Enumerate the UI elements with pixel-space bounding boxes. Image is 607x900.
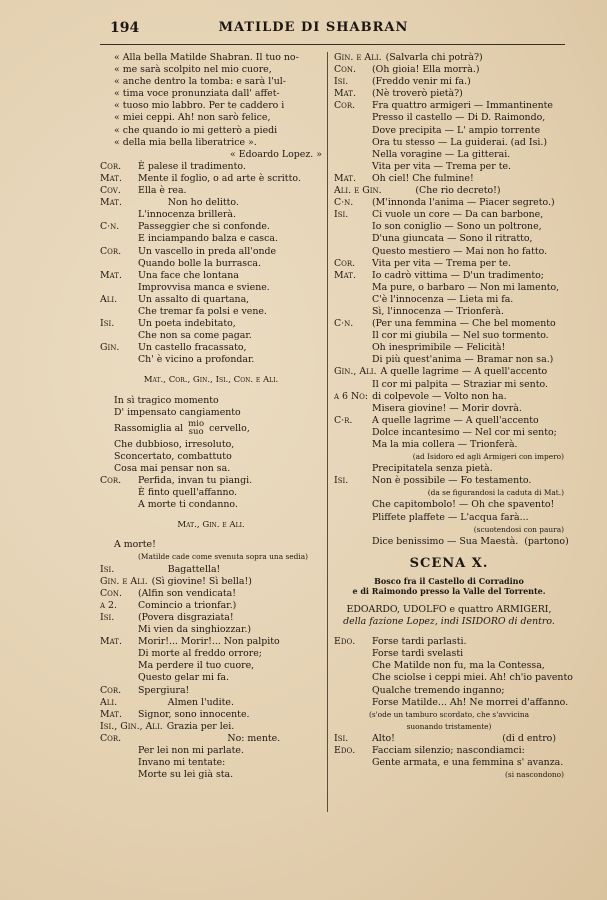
line-text: « anche dentro la tomba: e sarà l'ul- bbox=[114, 76, 286, 88]
text-line bbox=[100, 600, 322, 612]
line-text: « della mia bella liberatrice ». bbox=[114, 136, 257, 148]
line-text: « che quando io mi getterò a piedi bbox=[114, 124, 278, 136]
text-line bbox=[100, 246, 322, 258]
text-line bbox=[334, 535, 569, 548]
text-line bbox=[100, 100, 322, 112]
line-text: Non è possibile — Fo testamento. bbox=[372, 475, 532, 487]
line-text: Dove precipita — L' ampio torrente bbox=[372, 124, 541, 136]
speaker-label: Con. bbox=[334, 64, 357, 76]
text-line bbox=[334, 173, 564, 185]
line-text: Io cadrò vittima — D'un tradimento; bbox=[372, 269, 544, 281]
line-text: Ora tu stesso — La guiderai. (ad Isi.) bbox=[372, 136, 548, 148]
text-line bbox=[100, 112, 322, 124]
line-text: Comincio a trionfar.) bbox=[138, 599, 237, 611]
speaker-label: Gin., Ali. bbox=[334, 366, 377, 378]
line-text: Forse Matilde... Ah! Ne morrei d'affanno. bbox=[372, 696, 569, 708]
line-text: (s'ode un tamburo scordato, che s'avvicina bbox=[368, 709, 530, 719]
line-text: Qualche tremendo inganno; bbox=[372, 684, 505, 696]
line-text: Grazia per lei. bbox=[166, 720, 235, 732]
line-text: Di più quest'anima — Bramar non sa.) bbox=[372, 354, 554, 366]
text-line bbox=[100, 733, 322, 745]
text-line bbox=[100, 88, 322, 100]
line-text: Che tremar fa polsi e vene. bbox=[138, 305, 267, 317]
text-line bbox=[334, 733, 564, 745]
text-line bbox=[100, 149, 322, 161]
line-text: (da se figurandosi la caduta di Mat.) bbox=[427, 488, 564, 498]
text-line bbox=[100, 282, 322, 294]
text-line bbox=[100, 294, 322, 306]
line-text: È finto quell'affanno. bbox=[138, 487, 238, 499]
line-text: Morir!... Morir!... Non palpito bbox=[138, 636, 280, 648]
line-text: di colpevole — Volto non ha. bbox=[372, 390, 507, 402]
line-text: Mi vien da singhiozzar.) bbox=[138, 624, 252, 636]
line-text: (scuotendosi con paura) bbox=[473, 524, 564, 534]
text-line bbox=[100, 270, 322, 282]
line-text: « Alla bella Matilde Shabran. Il tuo no- bbox=[114, 52, 299, 63]
speaker-label: Mat. bbox=[100, 636, 122, 648]
speaker-label: Cov. bbox=[100, 185, 121, 197]
text-line bbox=[100, 52, 322, 64]
line-text: Spergiura! bbox=[138, 684, 190, 696]
left-lines-1 bbox=[100, 52, 322, 366]
text-line bbox=[334, 306, 564, 318]
line-text: Per lei non mi parlate. bbox=[138, 744, 244, 756]
text-line: Sconcertato, combattuto bbox=[114, 450, 232, 462]
line-text: Ma la mia collera — Trionferà. bbox=[372, 439, 518, 450]
line-text: Un vascello in preda all'onde bbox=[138, 245, 277, 257]
line-text: Un assalto di quartana, bbox=[138, 293, 250, 305]
text-line bbox=[334, 88, 564, 100]
text-line bbox=[334, 221, 564, 233]
line-text: Almen l'udite. bbox=[138, 696, 234, 708]
speaker-label: Isi. bbox=[334, 209, 349, 221]
line-text: Questo gelar mi fa. bbox=[138, 672, 229, 684]
line-text: « me sarà scolpito nel mio cuore, bbox=[114, 64, 272, 76]
speaker-label: Cor. bbox=[100, 684, 122, 696]
speaker-label: Mat. bbox=[100, 197, 122, 209]
line-text: No: mente. bbox=[138, 732, 281, 744]
line-text: Improvvisa manca e sviene. bbox=[138, 281, 270, 293]
text-line bbox=[100, 576, 322, 588]
line-text: (Oh gioia! Ella morrà.) bbox=[372, 64, 480, 76]
line-text: C'è l'innocenza — Lieta mi fa. bbox=[372, 293, 514, 305]
speaker-label: Cor. bbox=[100, 732, 122, 744]
line-text: Misera giovine! — Morir dovrà. bbox=[372, 402, 522, 414]
line-text: Vita per vita — Trema per te. bbox=[372, 257, 511, 269]
line-text: Che capitombolo! — Oh che spavento! bbox=[372, 499, 555, 511]
text-line bbox=[100, 185, 322, 197]
line-text: Facciam silenzio; nascondiamci: bbox=[372, 744, 525, 756]
text-line bbox=[100, 475, 322, 487]
line-text: Forse tardi svelasti bbox=[372, 648, 464, 660]
left-lines-2 bbox=[100, 475, 322, 511]
right-column bbox=[334, 52, 573, 781]
text-line bbox=[100, 487, 322, 499]
line-text: D'una giuncata — Sono il ritratto, bbox=[372, 233, 533, 245]
line-text: Una face che lontana bbox=[138, 269, 239, 281]
speaker-label: Isi. bbox=[100, 563, 115, 575]
text-line bbox=[334, 512, 564, 524]
line-text: (Per una femmina — Che bel momento bbox=[372, 318, 556, 330]
line-text: A quelle lagrime — A quell'accento bbox=[380, 366, 548, 378]
line-text: « tuoso mio labbro. Per te caddero i bbox=[114, 100, 285, 112]
ensemble-lines-1a bbox=[100, 395, 322, 419]
text-line bbox=[334, 757, 564, 769]
text-line bbox=[334, 709, 564, 721]
line-text: Fra quattro armigeri — Immantinente bbox=[372, 100, 553, 112]
text-line bbox=[334, 636, 564, 648]
rassomiglia-pre: Rassomiglia al bbox=[114, 422, 184, 434]
line-text: Sì, l'innocenza — Trionferà. bbox=[372, 305, 504, 317]
speaker-label: Isi. bbox=[334, 76, 349, 88]
text-line bbox=[334, 685, 564, 697]
text-line bbox=[334, 672, 573, 684]
line-text: Un castello fracassato, bbox=[138, 342, 247, 354]
line-text: A morte ti condanno. bbox=[138, 499, 238, 511]
speaker-label: Mat. bbox=[334, 269, 356, 281]
running-title: MATILDE DI SHABRAN bbox=[218, 20, 409, 35]
text-line bbox=[334, 439, 564, 451]
speaker-label: C·n. bbox=[334, 318, 354, 330]
line-text: Morte su lei già sta. bbox=[138, 769, 234, 781]
text-line bbox=[100, 612, 322, 624]
text-line bbox=[100, 306, 322, 318]
line-text: Oh inesprimibile — Felicità! bbox=[372, 342, 506, 354]
text-line bbox=[334, 318, 564, 330]
speaker-label: Mat. bbox=[334, 172, 356, 184]
ensemble-heading-1: Mat., Cor., Gin., Isi., Con. e Ali. bbox=[143, 375, 279, 386]
text-line bbox=[334, 330, 564, 342]
text-line bbox=[334, 427, 564, 439]
rassomiglia-line bbox=[100, 419, 322, 439]
line-text: A quelle lagrime — A quell'accento bbox=[372, 414, 539, 426]
text-line bbox=[100, 318, 322, 330]
ensemble-heading-2: Mat., Gin. e Ali. bbox=[177, 520, 245, 531]
text-line bbox=[334, 112, 564, 124]
line-text: « tima voce pronunziata dall' affet- bbox=[114, 88, 280, 100]
line-text: Gente armata, e una femmina s' avanza. bbox=[372, 757, 564, 769]
line-text: Il cor mi palpita — Straziar mi sento. bbox=[372, 378, 548, 390]
line-text: Dolce incantesimo — Nel cor mi sento; bbox=[372, 426, 557, 438]
text-line bbox=[334, 475, 564, 487]
line-text: Bagattella! bbox=[138, 563, 221, 575]
line-text: Vita per vita — Trema per te. bbox=[372, 160, 511, 172]
text-line bbox=[334, 342, 564, 354]
line-text: Che sciolse i ceppi miei. Ah! ch'io pavento bbox=[372, 672, 573, 684]
line-text: (Che rio decreto!) bbox=[385, 185, 501, 197]
scene-setting-1: Bosco fra il Castello di Corradino bbox=[374, 575, 524, 586]
rassomiglia-variant bbox=[188, 420, 204, 436]
text-line bbox=[100, 539, 322, 551]
text-line bbox=[100, 197, 322, 209]
line-text: (Povera disgraziata! bbox=[138, 611, 234, 623]
line-text: Ci vuole un core — Da can barbone, bbox=[372, 209, 544, 221]
text-line bbox=[334, 499, 564, 511]
text-line bbox=[100, 697, 322, 709]
line-text: Presso il castello — Di D. Raimondo, bbox=[372, 112, 546, 124]
line-text: Invano mi tentate: bbox=[138, 757, 226, 769]
text-line bbox=[100, 221, 322, 233]
line-text: Questo mestiero — Mai non ho fatto. bbox=[372, 245, 548, 257]
text-line bbox=[100, 76, 322, 88]
text-line bbox=[100, 660, 322, 672]
page-number: 194 bbox=[110, 20, 140, 36]
text-line bbox=[100, 588, 322, 600]
line-text: Nella voragine — La gitterai. bbox=[372, 148, 511, 160]
speaker-label: C·n. bbox=[100, 221, 120, 233]
line-text: Di morte al freddo orrore; bbox=[138, 648, 262, 660]
text-line bbox=[334, 379, 564, 391]
line-text: Non ho delitto. bbox=[138, 197, 239, 209]
text-line bbox=[334, 149, 564, 161]
text-line bbox=[100, 636, 322, 648]
column-divider bbox=[327, 52, 328, 812]
speaker-label: Isi. bbox=[334, 475, 349, 487]
ensemble-lines-1b bbox=[100, 439, 322, 475]
rassomiglia-post: cervello, bbox=[209, 422, 250, 434]
speaker-label: Cor. bbox=[100, 160, 122, 172]
text-line bbox=[334, 696, 569, 709]
speaker-label: Mat. bbox=[100, 708, 122, 720]
text-line bbox=[100, 564, 322, 576]
line-text: Mente il foglio, o ad arte è scritto. bbox=[138, 172, 301, 184]
speaker-label: Cor. bbox=[100, 475, 122, 486]
speaker-label: C·n. bbox=[334, 197, 354, 209]
text-line bbox=[334, 246, 564, 258]
line-text: Passeggier che si confonde. bbox=[138, 221, 270, 233]
text-line bbox=[334, 64, 564, 76]
speaker-label: Gin. bbox=[100, 342, 120, 354]
text-line bbox=[100, 685, 322, 697]
text-line bbox=[100, 709, 322, 721]
right-lines-1 bbox=[334, 52, 569, 548]
line-text: Oh ciel! Che fulmine! bbox=[372, 172, 474, 184]
text-line bbox=[334, 451, 564, 463]
line-text: « miei ceppi. Ah! non sarò felice, bbox=[114, 112, 271, 124]
speaker-label: Edo. bbox=[334, 636, 356, 648]
speaker-label: Cor. bbox=[100, 245, 122, 257]
text-line bbox=[100, 125, 322, 137]
speaker-label: Ali. e Gin. bbox=[334, 185, 382, 197]
left-lines-3 bbox=[100, 539, 322, 781]
text-line bbox=[334, 185, 564, 197]
text-line bbox=[100, 137, 322, 149]
line-text: Che Matilde non fu, ma la Contessa, bbox=[372, 660, 545, 672]
variant-bottom: suo bbox=[188, 427, 204, 438]
text-line bbox=[100, 173, 322, 185]
line-text: « Edoardo Lopez. » bbox=[230, 148, 322, 160]
line-text: (Matilde cade come svenuta sopra una sedia) bbox=[138, 552, 309, 562]
speaker-label: Isi. bbox=[100, 611, 115, 623]
text-line bbox=[100, 551, 322, 563]
text-line: Che dubbioso, irresoluto, bbox=[114, 438, 235, 450]
text-line bbox=[334, 660, 564, 672]
text-line bbox=[100, 258, 322, 270]
speaker-label: a 2. bbox=[100, 599, 117, 611]
line-text: Che non sa come pagar. bbox=[138, 330, 252, 342]
text-line bbox=[334, 270, 564, 282]
speaker-label: Mat. bbox=[100, 269, 122, 281]
left-column bbox=[100, 52, 322, 781]
line-text: Pliffete plaffete — L'acqua farà... bbox=[372, 511, 529, 523]
line-text: È palese il tradimento. bbox=[138, 160, 246, 172]
right-lines-2 bbox=[334, 636, 573, 781]
line-text: Dice benissimo — Sua Maestà. (partono) bbox=[372, 535, 569, 547]
speaker-label: Cor. bbox=[334, 100, 356, 112]
speaker-label: Isi., Gin., Ali. bbox=[100, 720, 163, 732]
text-line bbox=[334, 137, 564, 149]
text-line bbox=[334, 524, 564, 536]
text-line bbox=[100, 648, 322, 660]
text-line bbox=[334, 721, 564, 733]
speaker-label: Con. bbox=[100, 587, 123, 599]
speaker-label: Gin. e Ali. bbox=[100, 575, 148, 587]
speaker-label: Mat. bbox=[334, 88, 356, 100]
line-text: (Alfin son vendicata! bbox=[138, 587, 237, 599]
text-line bbox=[334, 233, 564, 245]
text-line bbox=[100, 209, 322, 221]
speaker-label: Mat. bbox=[100, 172, 122, 184]
line-text: Perfida, invan tu piangi. bbox=[138, 475, 253, 486]
line-text: Ma pure, o barbaro — Non mi lamento, bbox=[372, 281, 560, 293]
text-line bbox=[334, 403, 564, 415]
text-line bbox=[334, 209, 564, 221]
text-line bbox=[334, 415, 564, 427]
text-line bbox=[100, 354, 322, 366]
scene-characters-2: della fazione Lopez, indi ISIDORO di dentro. bbox=[343, 616, 555, 628]
text-line bbox=[100, 161, 322, 173]
text-line bbox=[334, 125, 564, 137]
text-line bbox=[334, 366, 564, 378]
page-header bbox=[70, 20, 557, 42]
line-text: Un poeta indebitato, bbox=[138, 318, 236, 330]
line-text: Ch' è vicino a profondar. bbox=[138, 354, 255, 366]
text-line bbox=[334, 354, 564, 366]
line-text: Io son coniglio — Sono un poltrone, bbox=[372, 221, 542, 233]
line-text: Alto! (di d entro) bbox=[372, 732, 556, 744]
speaker-label: a 6 No: bbox=[334, 390, 369, 402]
speaker-label: C·r. bbox=[334, 414, 353, 426]
text-line bbox=[334, 282, 564, 294]
line-text: Il cor mi giubila — Nel suo tormento. bbox=[372, 330, 549, 342]
scene-characters-1: EDOARDO, UDOLFO e quattro ARMIGERI, bbox=[346, 603, 552, 615]
text-line: In sì tragico momento bbox=[114, 394, 219, 406]
text-line bbox=[100, 499, 322, 511]
line-text: (Nè troverò pietà?) bbox=[372, 88, 463, 100]
line-text: (Sì giovine! Sì bella!) bbox=[151, 575, 252, 587]
text-line bbox=[100, 672, 322, 684]
speaker-label: Ali. bbox=[100, 696, 118, 708]
line-text: Signor, sono innocente. bbox=[138, 708, 250, 720]
line-text: Precipitatela senza pietà. bbox=[372, 463, 493, 475]
text-line bbox=[100, 342, 322, 354]
speaker-label: Ali. bbox=[100, 293, 118, 305]
speaker-label: Isi. bbox=[334, 732, 349, 744]
text-line bbox=[100, 64, 322, 76]
text-line bbox=[334, 258, 564, 270]
line-text: suonando tristamente) bbox=[406, 721, 492, 731]
line-text: (Salvarla chi potrà?) bbox=[385, 52, 483, 63]
scene-title: SCENA X. bbox=[409, 555, 489, 571]
text-line bbox=[334, 648, 564, 660]
text-line bbox=[334, 100, 564, 112]
text-line bbox=[334, 391, 564, 403]
text-line bbox=[100, 330, 322, 342]
text-line bbox=[334, 161, 564, 173]
text-line bbox=[100, 757, 322, 769]
scene-setting-2: e di Raimondo presso la Valle del Torrente. bbox=[352, 585, 546, 596]
line-text: Ma perdere il tuo cuore, bbox=[138, 660, 255, 672]
text-line: Cosa mai pensar non sa. bbox=[114, 462, 231, 474]
line-text: A morte! bbox=[114, 539, 156, 551]
header-rule bbox=[100, 44, 565, 45]
speaker-label: Edo. bbox=[334, 744, 356, 756]
speaker-label: Cor. bbox=[334, 257, 356, 269]
line-text: E inciampando balza e casca. bbox=[138, 233, 278, 245]
line-text: Forse tardi parlasti. bbox=[372, 636, 467, 648]
text-line bbox=[334, 197, 564, 209]
text-line bbox=[334, 745, 564, 757]
line-text: (M'innonda l'anima — Piacer segreto.) bbox=[372, 197, 555, 209]
line-text: (si nascondono) bbox=[505, 770, 564, 780]
line-text: Ella è rea. bbox=[138, 185, 187, 197]
text-line bbox=[100, 624, 322, 636]
line-text: Quando bolle la burrasca. bbox=[138, 257, 261, 269]
text-line bbox=[334, 294, 564, 306]
text-line bbox=[100, 721, 322, 733]
line-text: (ad Isidoro ed agli Armigeri con impero) bbox=[412, 452, 564, 462]
speaker-label: Isi. bbox=[100, 318, 115, 330]
speaker-label: Gin. e Ali. bbox=[334, 52, 382, 63]
text-line bbox=[334, 769, 564, 781]
line-text: (Freddo venir mi fa.) bbox=[372, 76, 471, 88]
variant-top: mio bbox=[188, 419, 205, 430]
text-line bbox=[334, 463, 564, 475]
text-line: D' impensato cangiamento bbox=[114, 406, 241, 418]
text-line bbox=[100, 233, 322, 245]
text-line bbox=[100, 769, 322, 781]
text-line bbox=[334, 52, 564, 64]
text-line bbox=[334, 76, 564, 88]
text-line bbox=[334, 487, 564, 499]
text-line bbox=[100, 745, 322, 757]
line-text: L'innocenza brillerà. bbox=[138, 209, 236, 221]
